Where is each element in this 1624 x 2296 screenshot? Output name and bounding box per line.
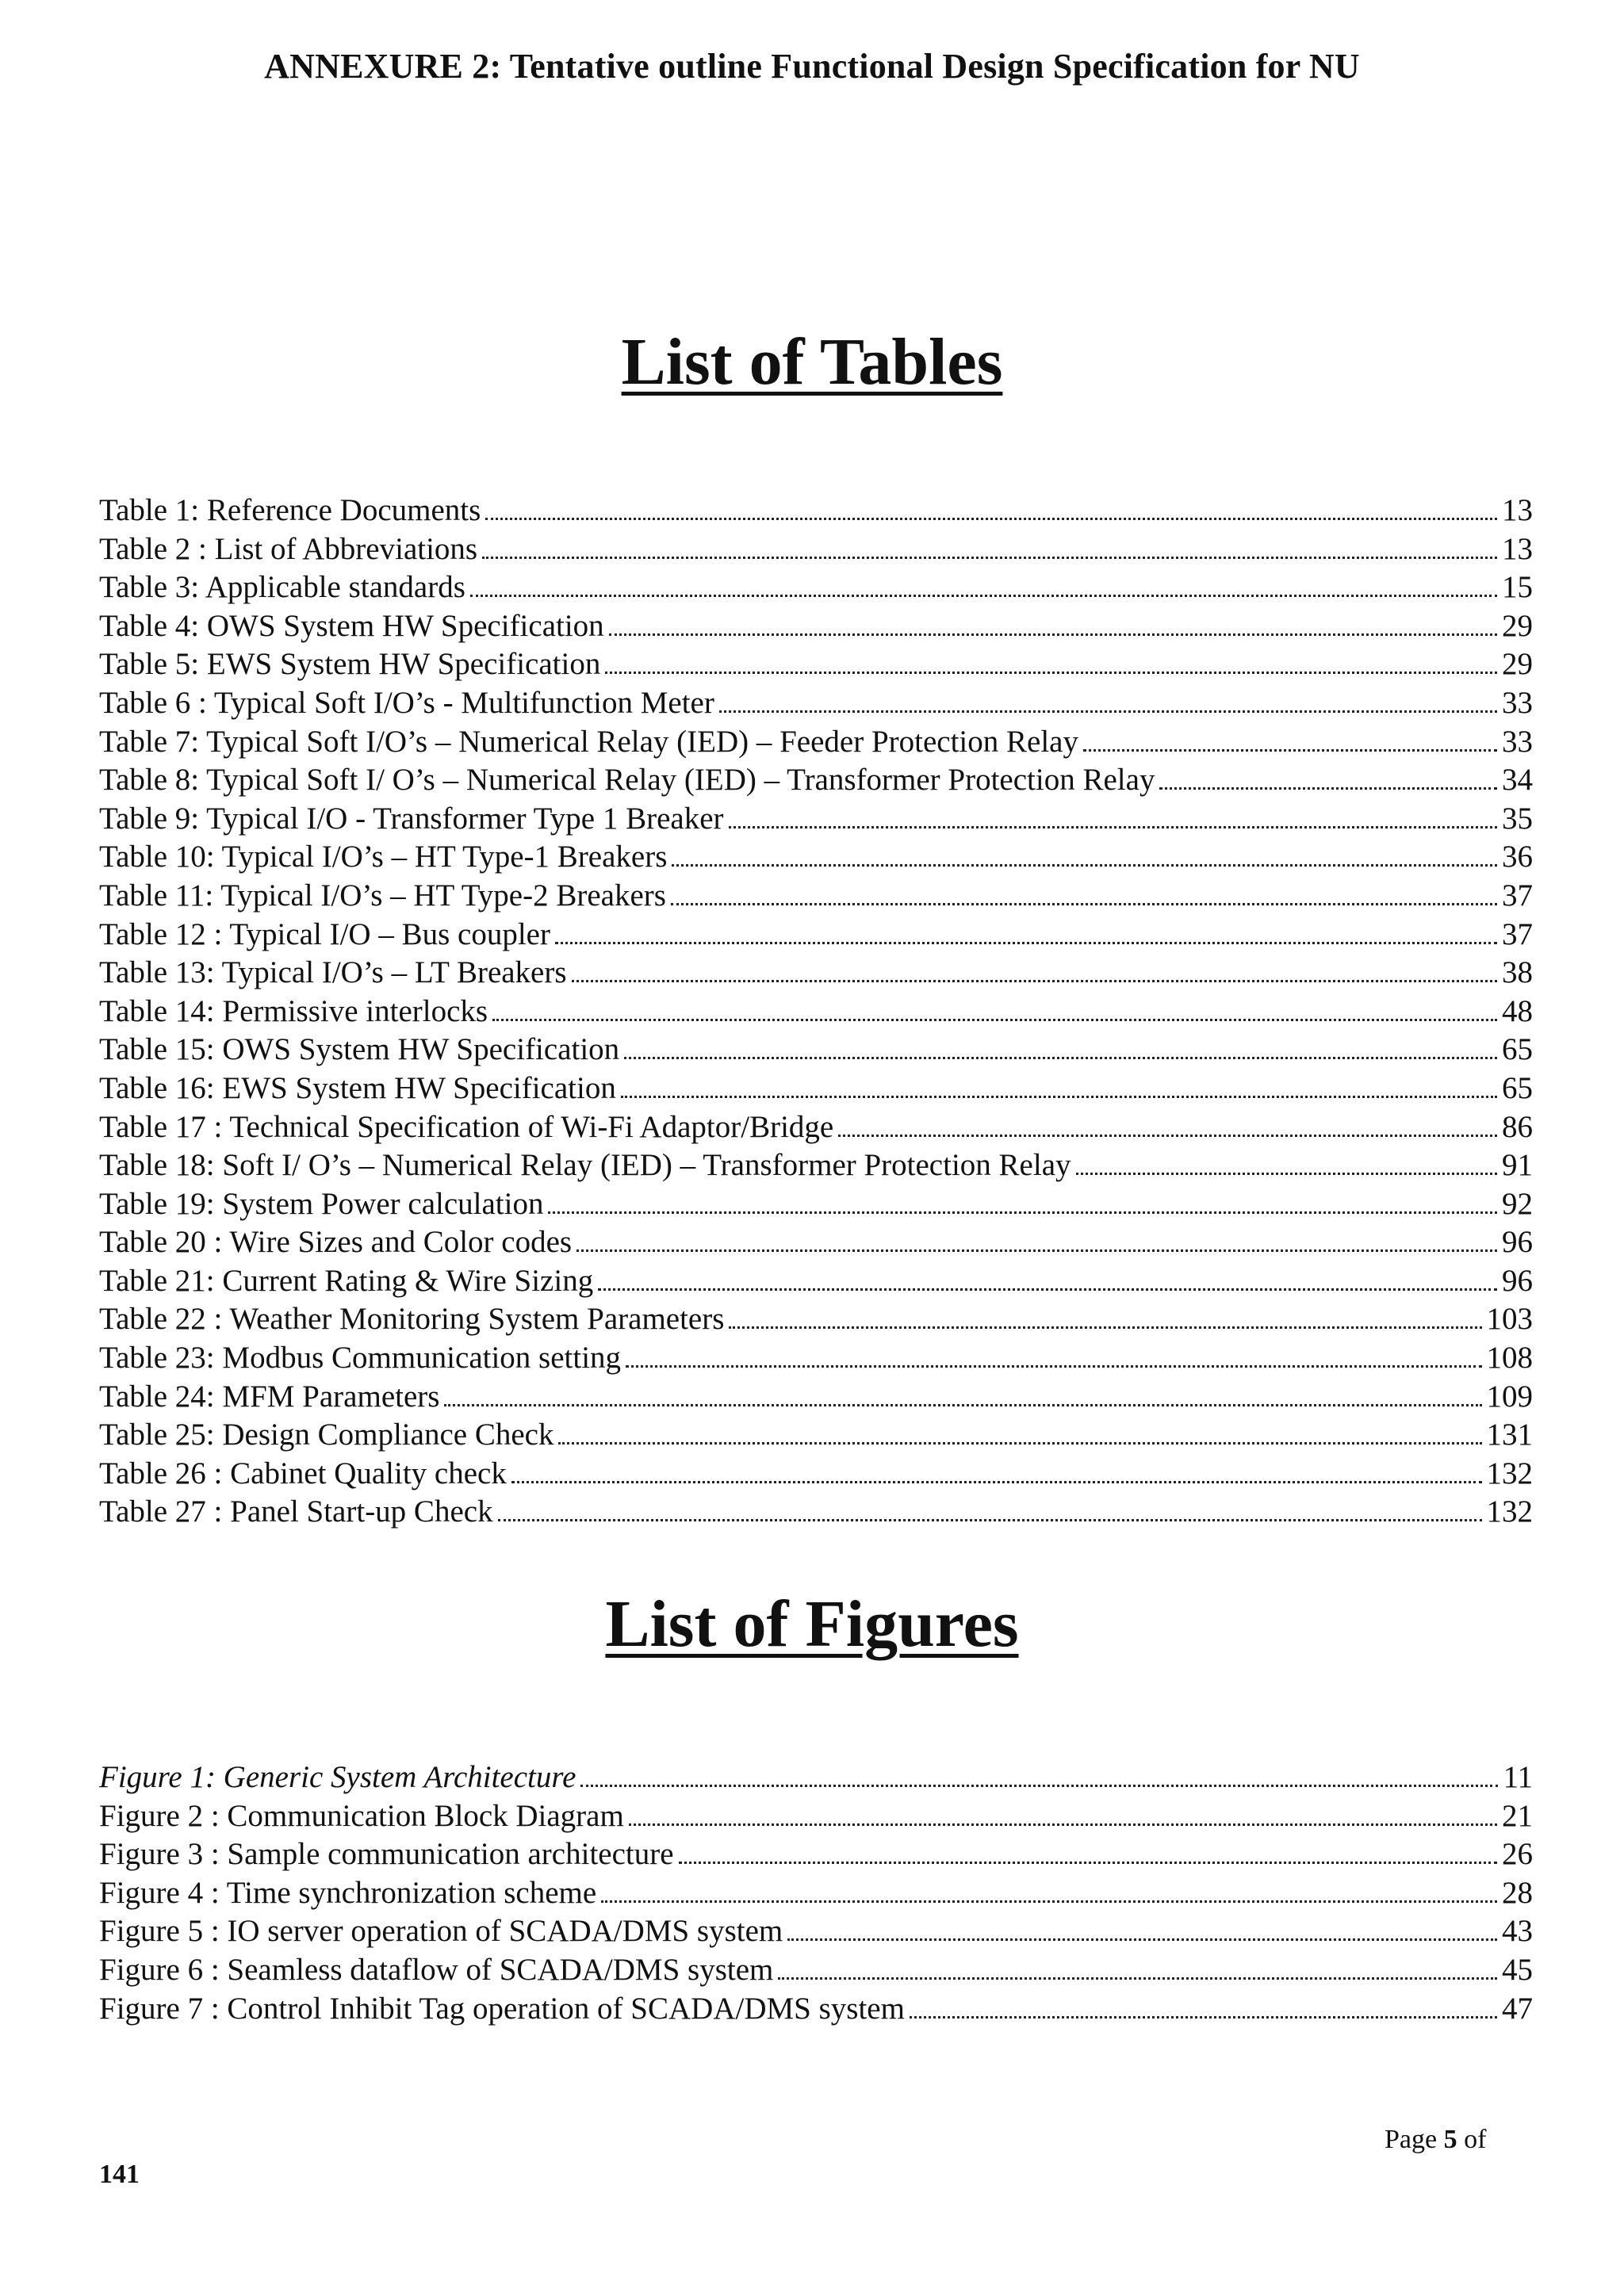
table-of-contents-entry[interactable] xyxy=(99,916,1533,955)
toc-entry-label: Table 2 : List of Abbreviations xyxy=(99,531,478,566)
toc-entry-label: Table 1: Reference Documents xyxy=(99,493,481,527)
toc-entry-label: Table 25: Design Compliance Check xyxy=(99,1418,554,1452)
toc-entry-label: Table 27 : Panel Start-up Check xyxy=(99,1494,493,1529)
dot-leader xyxy=(548,1211,1497,1214)
toc-entry-label: Figure 4 : Time synchronization scheme xyxy=(99,1875,597,1910)
dot-leader xyxy=(626,1365,1481,1368)
table-of-contents-entry[interactable] xyxy=(99,1185,1533,1224)
total-pages: 141 xyxy=(99,2160,140,2189)
dot-leader xyxy=(838,1135,1497,1137)
page-footer xyxy=(1385,2125,1486,2155)
toc-entry-label: Table 26 : Cabinet Quality check xyxy=(99,1456,507,1490)
toc-entry-label: Table 7: Typical Soft I/O’s – Numerical Relay (IED) – Feeder Protection Relay xyxy=(99,724,1078,759)
toc-entry-page-number: 132 xyxy=(1486,1494,1533,1529)
toc-entry-label: Table 3: Applicable standards xyxy=(99,570,465,605)
dot-leader xyxy=(679,1862,1497,1864)
figure-list-entry[interactable] xyxy=(99,1758,1533,1797)
toc-entry-page-number: 34 xyxy=(1502,763,1533,798)
toc-entry-page-number: 21 xyxy=(1502,1798,1533,1833)
dot-leader xyxy=(621,1096,1497,1098)
table-of-contents-entry[interactable] xyxy=(99,993,1533,1031)
table-of-contents-entry[interactable] xyxy=(99,1339,1533,1378)
list-of-figures xyxy=(99,1758,1533,2028)
toc-entry-page-number: 96 xyxy=(1502,1263,1533,1298)
toc-entry-label: Table 18: Soft I/ O’s – Numerical Relay (IED) – Transformer Protection Relay xyxy=(99,1148,1071,1183)
dot-leader xyxy=(1076,1173,1497,1175)
toc-entry-page-number: 91 xyxy=(1502,1148,1533,1183)
dot-leader xyxy=(671,903,1497,905)
toc-entry-label: Figure 2 : Communication Block Diagram xyxy=(99,1798,624,1833)
list-of-tables-heading: List of Tables xyxy=(621,325,1003,399)
toc-entry-page-number: 132 xyxy=(1486,1456,1533,1490)
figure-list-entry[interactable] xyxy=(99,1912,1533,1951)
dot-leader xyxy=(778,1977,1497,1980)
page-footer-suffix: of xyxy=(1457,2125,1487,2154)
toc-entry-label: Table 19: System Power calculation xyxy=(99,1186,544,1221)
dot-leader xyxy=(729,1326,1481,1329)
toc-entry-page-number: 28 xyxy=(1502,1875,1533,1910)
toc-entry-page-number: 92 xyxy=(1502,1186,1533,1221)
dot-leader xyxy=(629,1823,1497,1826)
dot-leader xyxy=(910,2016,1497,2019)
toc-entry-page-number: 29 xyxy=(1502,608,1533,643)
dot-leader xyxy=(492,1019,1497,1021)
toc-entry-page-number: 33 xyxy=(1502,724,1533,759)
toc-entry-page-number: 108 xyxy=(1486,1341,1533,1376)
page-footer-prefix: Page xyxy=(1385,2125,1444,2154)
toc-entry-page-number: 103 xyxy=(1486,1302,1533,1337)
table-of-contents-entry[interactable] xyxy=(99,838,1533,877)
dot-leader xyxy=(485,518,1497,520)
table-of-contents-entry[interactable] xyxy=(99,1378,1533,1417)
table-of-contents-entry[interactable] xyxy=(99,1416,1533,1455)
table-of-contents-entry[interactable] xyxy=(99,800,1533,839)
toc-entry-page-number: 15 xyxy=(1502,570,1533,605)
toc-entry-page-number: 13 xyxy=(1502,493,1533,527)
toc-entry-label: Table 24: MFM Parameters xyxy=(99,1379,440,1414)
toc-entry-label: Table 16: EWS System HW Specification xyxy=(99,1070,616,1105)
dot-leader xyxy=(1159,787,1497,790)
dot-leader xyxy=(787,1938,1497,1941)
toc-entry-page-number: 26 xyxy=(1502,1837,1533,1872)
toc-entry-page-number: 36 xyxy=(1502,840,1533,874)
figure-list-entry[interactable] xyxy=(99,1990,1533,2029)
table-of-contents-entry[interactable] xyxy=(99,607,1533,646)
table-of-contents-entry[interactable] xyxy=(99,1031,1533,1070)
toc-entry-label: Table 5: EWS System HW Specification xyxy=(99,647,601,682)
toc-entry-label: Table 15: OWS System HW Specification xyxy=(99,1032,620,1067)
dot-leader xyxy=(605,672,1497,674)
table-of-contents-entry[interactable] xyxy=(99,530,1533,569)
figure-list-entry[interactable] xyxy=(99,1874,1533,1913)
dot-leader xyxy=(498,1519,1482,1521)
dot-leader xyxy=(609,633,1497,636)
toc-entry-label: Figure 5 : IO server operation of SCADA/DMS system xyxy=(99,1914,783,1949)
table-of-contents-entry[interactable] xyxy=(99,1493,1533,1532)
toc-entry-label: Table 13: Typical I/O’s – LT Breakers xyxy=(99,955,567,990)
toc-entry-page-number: 47 xyxy=(1502,1991,1533,2026)
toc-entry-label: Table 9: Typical I/O - Transformer Type 1 Breaker xyxy=(99,801,724,836)
list-of-tables xyxy=(99,492,1533,1532)
toc-entry-page-number: 65 xyxy=(1502,1070,1533,1105)
dot-leader xyxy=(572,980,1497,982)
toc-entry-page-number: 43 xyxy=(1502,1914,1533,1949)
table-of-contents-entry[interactable] xyxy=(99,1300,1533,1339)
toc-entry-label: Figure 3 : Sample communication architecture xyxy=(99,1837,674,1872)
toc-entry-label: Figure 7 : Control Inhibit Tag operation of SCADA/DMS system xyxy=(99,1991,905,2026)
table-of-contents-entry[interactable] xyxy=(99,1223,1533,1262)
table-of-contents-entry[interactable] xyxy=(99,954,1533,993)
toc-entry-label: Table 10: Typical I/O’s – HT Type-1 Breakers xyxy=(99,840,668,874)
toc-entry-page-number: 96 xyxy=(1502,1225,1533,1260)
dot-leader xyxy=(598,1288,1497,1291)
toc-entry-page-number: 45 xyxy=(1502,1952,1533,1987)
dot-leader xyxy=(444,1404,1481,1406)
toc-entry-label: Figure 6 : Seamless dataflow of SCADA/DMS system xyxy=(99,1952,774,1987)
toc-entry-label: Table 23: Modbus Communication setting xyxy=(99,1341,622,1376)
dot-leader xyxy=(719,710,1497,713)
toc-entry-label: Table 20 : Wire Sizes and Color codes xyxy=(99,1225,573,1260)
list-of-figures-heading: List of Figures xyxy=(605,1587,1019,1661)
table-of-contents-entry[interactable] xyxy=(99,568,1533,607)
dot-leader xyxy=(482,557,1497,559)
table-of-contents-entry[interactable] xyxy=(99,1108,1533,1147)
toc-entry-label: Table 4: OWS System HW Specification xyxy=(99,608,604,643)
toc-entry-label: Table 17 : Technical Specification of Wi-Fi Adaptor/Bridge xyxy=(99,1109,834,1144)
dot-leader xyxy=(624,1057,1497,1059)
table-of-contents-entry[interactable] xyxy=(99,645,1533,684)
figure-list-entry[interactable] xyxy=(99,1797,1533,1836)
toc-entry-page-number: 131 xyxy=(1486,1418,1533,1452)
toc-entry-page-number: 109 xyxy=(1486,1379,1533,1414)
table-of-contents-entry[interactable] xyxy=(99,1262,1533,1301)
dot-leader xyxy=(558,1442,1481,1445)
dot-leader xyxy=(729,826,1497,828)
toc-entry-page-number: 13 xyxy=(1502,531,1533,566)
dot-leader xyxy=(555,942,1497,944)
table-of-contents-entry[interactable] xyxy=(99,761,1533,800)
dot-leader xyxy=(1083,749,1497,752)
table-of-contents-entry[interactable] xyxy=(99,1455,1533,1494)
figure-list-entry[interactable] xyxy=(99,1835,1533,1874)
dot-leader xyxy=(576,1249,1497,1252)
table-of-contents-entry[interactable] xyxy=(99,1146,1533,1185)
toc-entry-page-number: 35 xyxy=(1502,801,1533,836)
toc-entry-label: Table 8: Typical Soft I/ O’s – Numerical Relay (IED) – Transformer Protection Relay xyxy=(99,763,1155,798)
toc-entry-label: Table 14: Permissive interlocks xyxy=(99,993,488,1028)
document-header-title: ANNEXURE 2: Tentative outline Functional Design Specification for NU xyxy=(264,47,1360,86)
figure-list-entry[interactable] xyxy=(99,1951,1533,1990)
table-of-contents-entry[interactable] xyxy=(99,1070,1533,1108)
toc-entry-page-number: 37 xyxy=(1502,878,1533,913)
toc-entry-label: Table 21: Current Rating & Wire Sizing xyxy=(99,1263,594,1298)
toc-entry-label: Figure 1: Generic System Architecture xyxy=(99,1760,576,1794)
dot-leader xyxy=(672,864,1497,867)
toc-entry-page-number: 29 xyxy=(1502,647,1533,682)
dot-leader xyxy=(511,1481,1482,1483)
toc-entry-page-number: 37 xyxy=(1502,916,1533,951)
table-of-contents-entry[interactable] xyxy=(99,877,1533,916)
table-of-contents-entry[interactable] xyxy=(99,723,1533,762)
toc-entry-page-number: 48 xyxy=(1502,993,1533,1028)
toc-entry-label: Table 6 : Typical Soft I/O’s - Multifunction Meter xyxy=(99,685,714,720)
toc-entry-label: Table 11: Typical I/O’s – HT Type-2 Breakers xyxy=(99,878,666,913)
toc-entry-label: Table 12 : Typical I/O – Bus coupler xyxy=(99,916,550,951)
toc-entry-page-number: 38 xyxy=(1502,955,1533,990)
toc-entry-page-number: 86 xyxy=(1502,1109,1533,1144)
dot-leader xyxy=(470,595,1497,597)
toc-entry-page-number: 33 xyxy=(1502,685,1533,720)
dot-leader xyxy=(601,1900,1497,1903)
table-of-contents-entry[interactable] xyxy=(99,684,1533,723)
toc-entry-page-number: 65 xyxy=(1502,1032,1533,1067)
table-of-contents-entry[interactable] xyxy=(99,492,1533,530)
page-number: 5 xyxy=(1443,2125,1457,2154)
dot-leader xyxy=(580,1785,1498,1787)
toc-entry-label: Table 22 : Weather Monitoring System Parameters xyxy=(99,1302,725,1337)
toc-entry-page-number: 11 xyxy=(1503,1760,1533,1794)
